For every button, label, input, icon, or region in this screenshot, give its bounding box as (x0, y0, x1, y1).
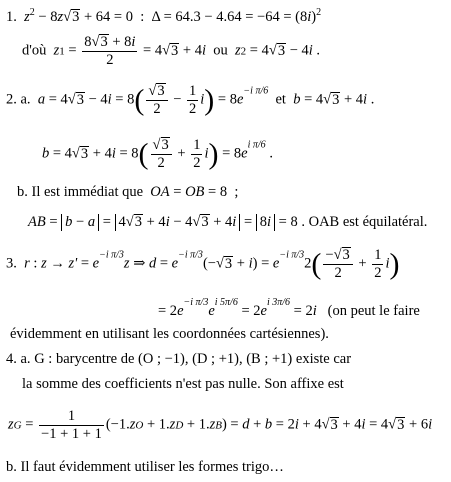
text-g-bary: G : barycentre de (O ; −1), (D ; +1), (B ; +1) existe car (34, 351, 352, 367)
text-immediat: Il est immédiat que (31, 184, 144, 200)
text-on-peut: (on peut le faire (327, 303, 420, 319)
equation-line-5: b. Il est immédiat que OA = OB = 8 ; (17, 184, 239, 200)
text-ou: ou (213, 42, 228, 59)
question-1-label: 1. (6, 8, 17, 25)
equation-line-2: d'où z1 = $\frac{8√3 + 8i}{2}$ = 4√3 + 4i ou z2 = 4√3 − 4i . (22, 34, 321, 68)
equation-line-9 (10, 327, 329, 342)
text-evidemment: évidemment en utilisant les coordonnées cartésiennes). (10, 326, 329, 342)
text-dou: d'où (22, 42, 47, 59)
question-3-label: 3. (6, 255, 17, 272)
equation-line-4: b = 4√3 + 4i = 8( $\frac{√3}{2}$ + $\frac{1}{2}$ $i) = 8e^{i \pi/6}$ . (42, 137, 273, 171)
question-4a-label: 4. a. (6, 351, 31, 367)
equation-line-1: 1. $z^2 - 8z√3 + 64 = 0$ : $\Delta = 64.3 - 4.64 = -64 = (8i)^2$ (6, 7, 322, 25)
question-4b-label: b. (6, 459, 17, 475)
question-2a-label: 2. a. (6, 91, 31, 108)
equation-line-6: AB = b − a = 4√3 + 4i − 4√3 + 4i = 8i = 8 . OAB est équilatéral. (28, 214, 428, 230)
text-et: et (275, 91, 286, 108)
text-oab: OAB est équilatéral. (308, 214, 428, 230)
equation-line-7: 3. r : $z \to z' = e^{-i \pi/3}z$ ⇒ $d = e^{-i \pi/3}(-√3 + i) = e^{-i \pi/3}2$( $\frac{-√3}{2}$ + $\frac{1}{2}$ i) (6, 247, 400, 281)
text-la-somme: la somme des coefficients n'est pas nulle. Son affixe est (22, 376, 344, 392)
equation-line-12: zG = $\frac{1}{-1 + 1 + 1}$ (−1.zO + 1.zD + 1.zB) = d + b = 2i + 4√3 + 4i = 4√3 + 6i (8, 408, 433, 442)
text-formes-trigo: Il faut évidemment utiliser les formes trigo… (20, 459, 284, 475)
equation-line-11 (22, 377, 344, 392)
equation-line-8: = $2e^{-i \pi/3}e^{i 5\pi/6} = 2e^{i 3\pi/6} = 2i$ (on peut le faire (158, 297, 420, 319)
question-2b-label: b. (17, 184, 28, 200)
equation-line-13 (6, 460, 284, 475)
equation-line-10 (6, 352, 351, 367)
equation-line-3: 2. a. a = 4√3 − 4i = 8( $\frac{√3}{2}$ − $\frac{1}{2}$ $i) = 8e^{-i \pi/6}$ et b = 4√3 + 4i . (6, 83, 375, 117)
